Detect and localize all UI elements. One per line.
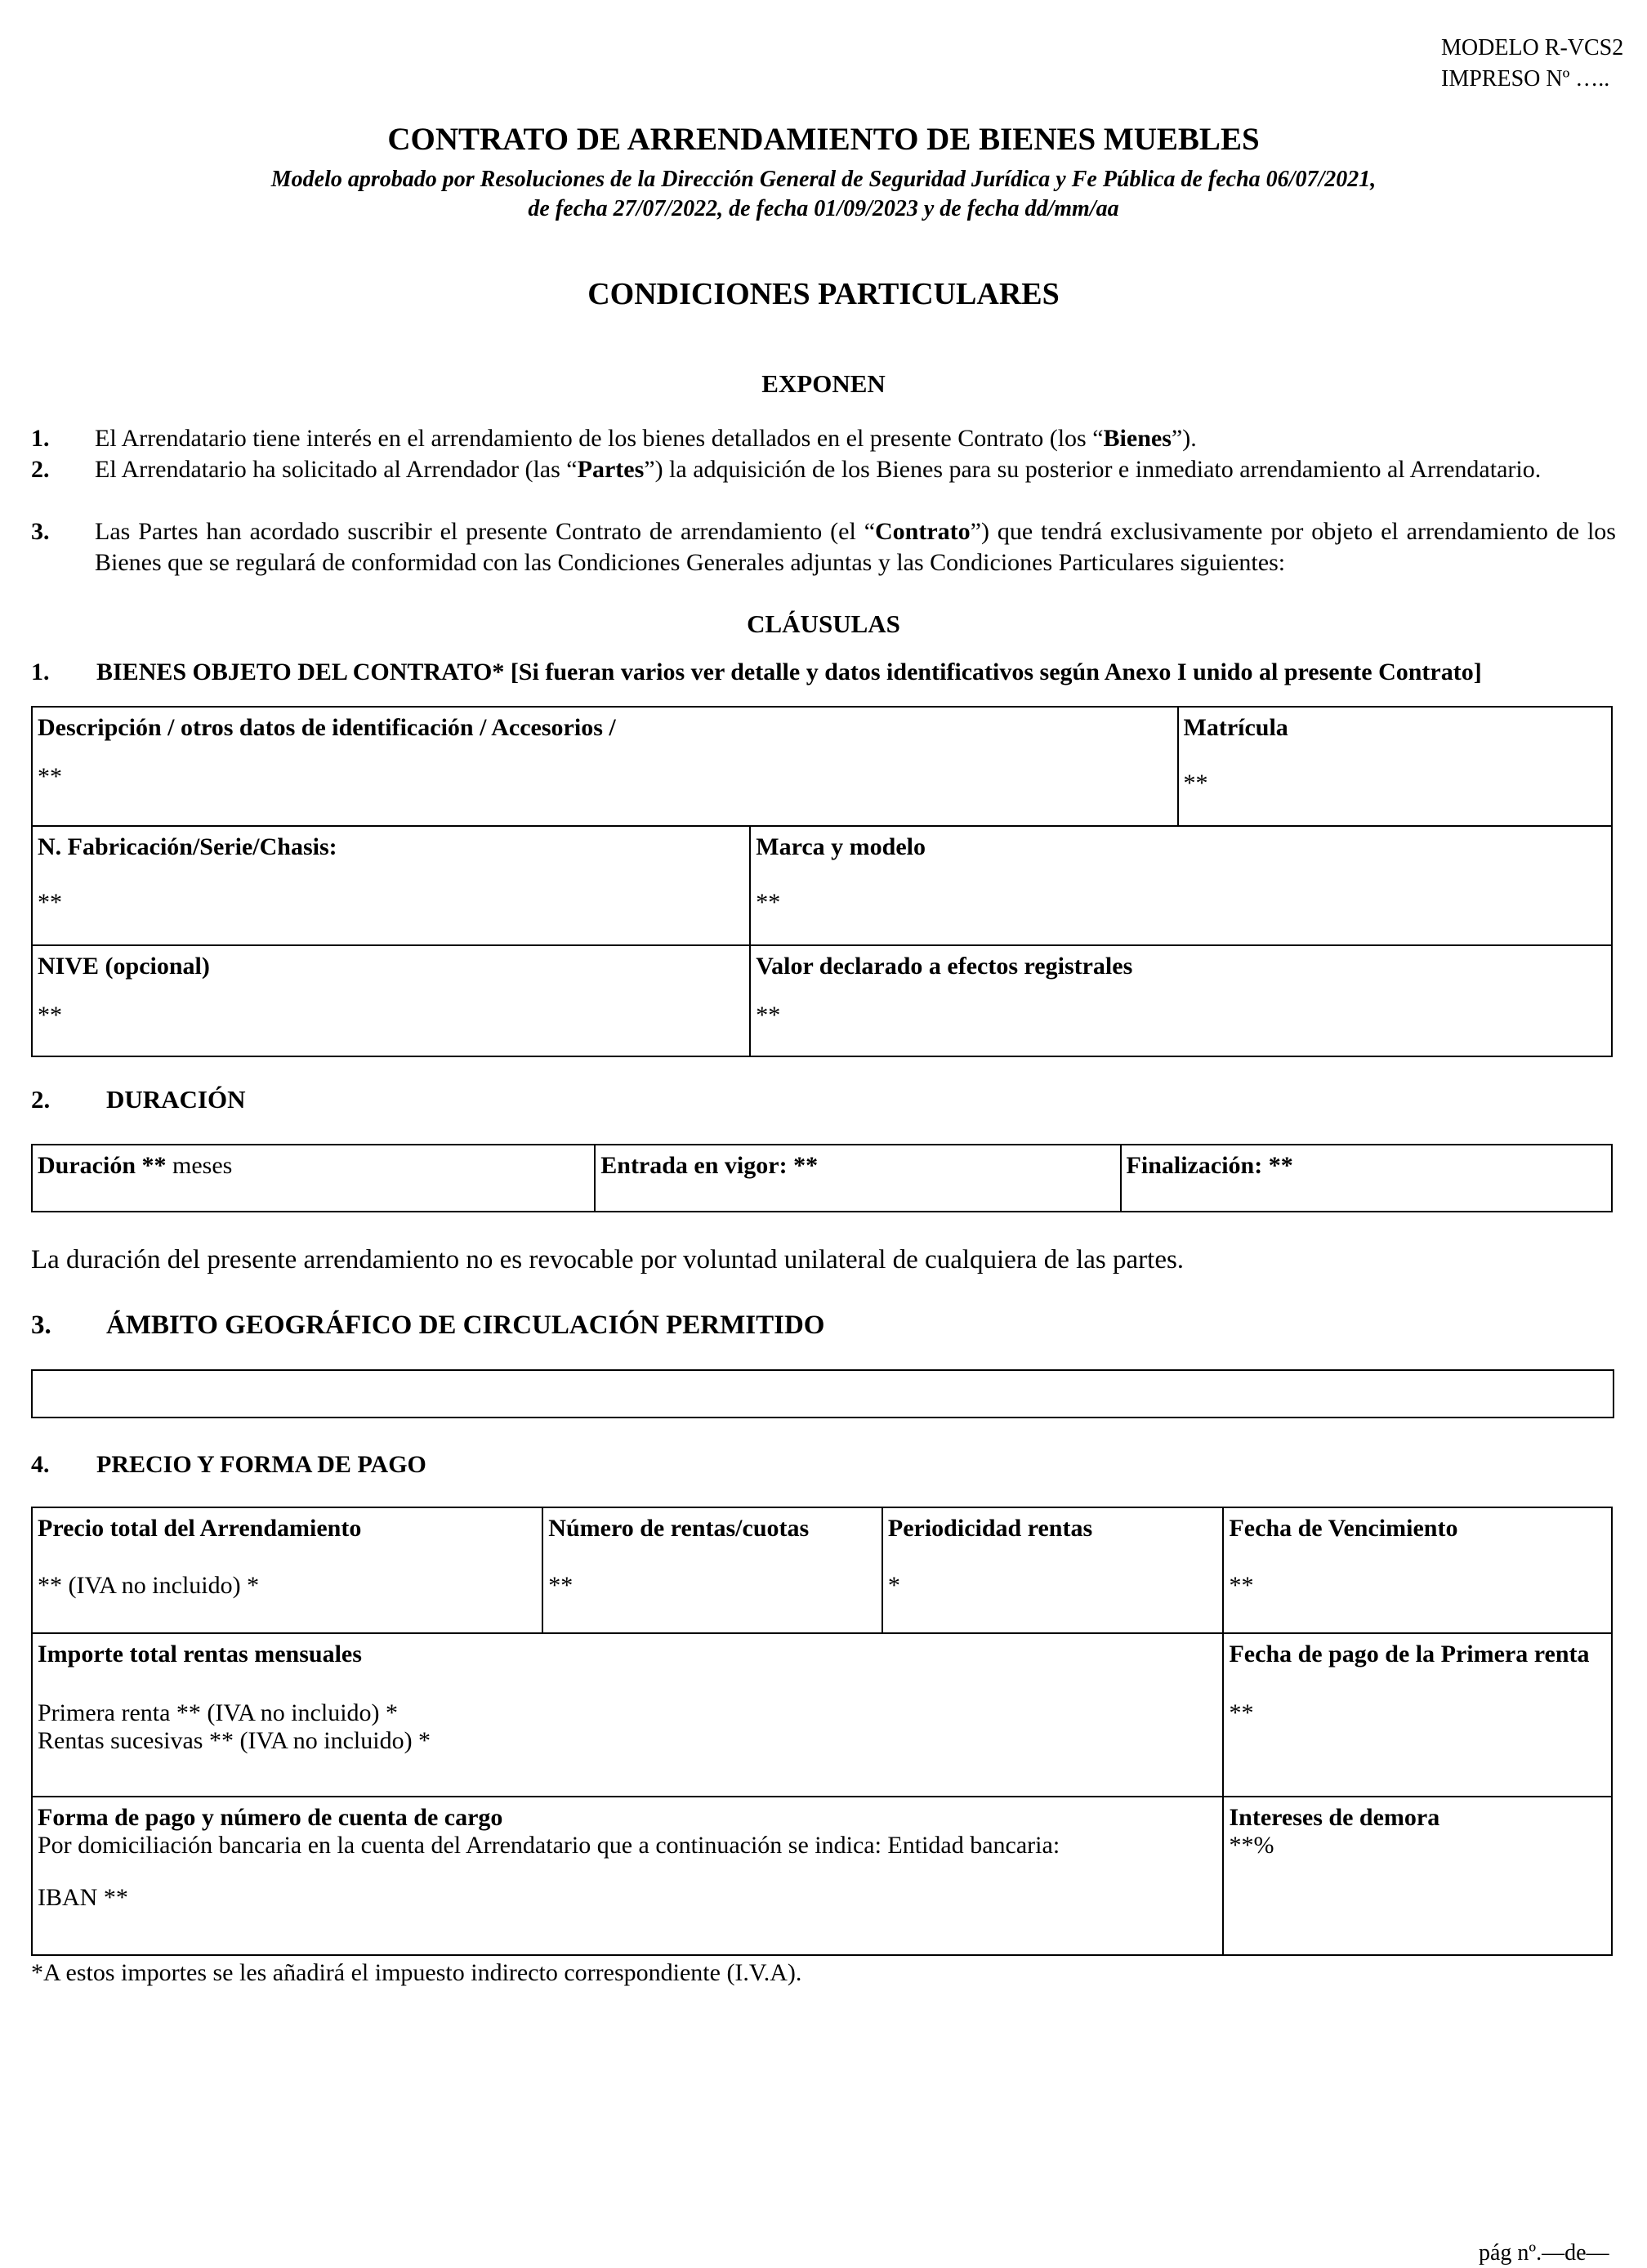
declared-value-label: Valor declarado a efectos registrales: [756, 953, 1133, 980]
first-payment-cell: [1223, 1633, 1612, 1797]
first-payment-value[interactable]: **: [1229, 1699, 1254, 1726]
rent-count-cell: [542, 1507, 882, 1633]
brand-label: Marca y modelo: [756, 833, 926, 860]
serial-value[interactable]: **: [38, 889, 62, 916]
section-number: 1.: [31, 659, 50, 685]
section-number: 2.: [31, 1085, 51, 1114]
exponen-item-text: El Arrendatario tiene interés en el arrendamiento de los bienes detallados en el presente Contrato (los “: [95, 425, 1104, 452]
exponen-title: EXPONEN: [761, 369, 886, 398]
section-title: PRECIO Y FORMA DE PAGO: [96, 1451, 426, 1478]
section-number: 3.: [31, 1310, 51, 1340]
exponen-item-number: 1.: [31, 425, 50, 452]
payment-method-label: Forma de pago y número de cuenta de cargo: [38, 1804, 503, 1831]
section-4-heading: [31, 1451, 426, 1479]
model-code: MODELO R-VCS2: [1441, 35, 1624, 60]
exponen-item-2: [31, 454, 1616, 485]
exponen-item-bold: Contrato: [875, 518, 971, 545]
description-value[interactable]: **: [38, 763, 62, 790]
due-date-cell: [1223, 1507, 1612, 1633]
exponen-item-number: 2.: [31, 456, 50, 483]
payment-method-cell: [32, 1797, 1223, 1955]
exponen-item-text: ”).: [1171, 425, 1197, 452]
exponen-item-text: Las Partes han acordado suscribir el presente Contrato de arrendamiento (el “: [95, 518, 876, 545]
subtitle-line-1: Modelo aprobado por Resoluciones de la Dirección General de Seguridad Jurídica y Fe Pública de fecha 06/07/2021,: [270, 167, 1377, 192]
periodicity-label: Periodicidad rentas: [887, 1515, 1093, 1542]
serial-label: N. Fabricación/Serie/Chasis:: [38, 833, 337, 860]
section-number: 4.: [31, 1451, 50, 1478]
first-payment-label: Fecha de pago de la Primera renta: [1229, 1641, 1590, 1668]
section-2-heading: [31, 1085, 246, 1114]
document-code: [1441, 33, 1623, 95]
description-label: Descripción / otros datos de identificación / Accesorios /: [38, 714, 616, 741]
geographic-scope-box[interactable]: [31, 1369, 1614, 1418]
exponen-item-text: ”) la adquisición de los Bienes para su posterior e inmediato arrendamiento al Arrendatario.: [644, 456, 1542, 483]
declared-value-cell: [750, 945, 1612, 1056]
duration-label: Duración **: [38, 1152, 167, 1179]
page-number: pág nº.—de—: [1479, 2240, 1609, 2266]
nive-value[interactable]: **: [38, 1002, 62, 1029]
due-date-value[interactable]: **: [1229, 1572, 1254, 1599]
payment-method-text: Por domiciliación bancaria en la cuenta del Arrendatario que a continuación se indica: Entidad bancaria:: [38, 1832, 1060, 1859]
total-price-value[interactable]: ** (IVA no incluido) *: [38, 1572, 260, 1599]
print-number: IMPRESO Nº …..: [1441, 66, 1610, 92]
section-1-heading: [31, 659, 1624, 686]
duration-note: La duración del presente arrendamiento no es revocable por voluntad unilateral de cualquiera de las partes.: [31, 1245, 1185, 1275]
brand-value[interactable]: **: [756, 889, 781, 916]
iban-value[interactable]: IBAN **: [38, 1884, 128, 1911]
late-interest-label: Intereses de demora: [1229, 1804, 1440, 1831]
late-interest-value[interactable]: **%: [1229, 1832, 1274, 1859]
duration-cell: [32, 1145, 595, 1212]
monthly-rents-label: Importe total rentas mensuales: [38, 1641, 362, 1668]
description-cell: [32, 707, 1178, 826]
rent-count-value[interactable]: **: [548, 1572, 574, 1599]
conditions-title: CONDICIONES PARTICULARES: [587, 277, 1060, 311]
serial-cell: [32, 826, 750, 945]
exponen-item-number: 3.: [31, 518, 50, 545]
subtitle-line-2: de fecha 27/07/2022, de fecha 01/09/2023 y de fecha dd/mm/aa: [528, 196, 1119, 221]
document-title: CONTRATO DE ARRENDAMIENTO DE BIENES MUEBLES: [387, 122, 1260, 157]
goods-table: [31, 706, 1613, 1057]
late-interest-cell: [1223, 1797, 1612, 1955]
brand-cell: [750, 826, 1612, 945]
periodicity-value[interactable]: *: [887, 1572, 900, 1599]
clausulas-title: CLÁUSULAS: [747, 609, 900, 638]
end-cell: [1121, 1145, 1612, 1212]
exponen-item-3: [31, 516, 1616, 578]
plate-cell: [1178, 707, 1612, 826]
vat-footnote: *A estos importes se les añadirá el impuesto indirecto correspondiente (I.V.A).: [31, 1959, 802, 1986]
periodicity-cell: [882, 1507, 1224, 1633]
plate-label: Matrícula: [1183, 714, 1288, 741]
start-label: Entrada en vigor: **: [600, 1152, 819, 1179]
price-table: [31, 1507, 1613, 1956]
exponen-item-text: El Arrendatario ha solicitado al Arrendador (las “: [95, 456, 578, 483]
exponen-item-bold: Partes: [577, 456, 645, 483]
section-title: DURACIÓN: [106, 1085, 246, 1114]
section-title: BIENES OBJETO DEL CONTRATO* [Si fueran varios ver detalle y datos identificativos según Anexo I unido al presente Contrato]: [96, 659, 1482, 685]
exponen-item-1: [31, 423, 1616, 454]
end-label: Finalización: **: [1126, 1152, 1293, 1179]
declared-value-value[interactable]: **: [756, 1002, 781, 1029]
plate-value[interactable]: **: [1183, 770, 1208, 797]
section-3-heading: [31, 1310, 824, 1341]
duration-unit: meses: [172, 1152, 233, 1179]
rent-count-label: Número de rentas/cuotas: [548, 1515, 810, 1542]
total-price-cell: [32, 1507, 542, 1633]
exponen-item-text: ”) que tendrá exclusivamente por objeto el arrendamiento de los Bienes que se regulará de conformidad con las Condiciones Generales adjuntas y las Condiciones Particulares siguientes:: [95, 518, 1616, 576]
document-subtitle: [0, 165, 1647, 224]
first-rent[interactable]: Primera renta ** (IVA no incluido) *: [38, 1699, 399, 1726]
duration-table: [31, 1144, 1613, 1212]
start-cell: [595, 1145, 1120, 1212]
total-price-label: Precio total del Arrendamiento: [38, 1515, 362, 1542]
nive-label: NIVE (opcional): [38, 953, 210, 980]
exponen-item-bold: Bienes: [1103, 425, 1172, 452]
section-title: ÁMBITO GEOGRÁFICO DE CIRCULACIÓN PERMITIDO: [106, 1310, 825, 1340]
monthly-rents-cell: [32, 1633, 1223, 1797]
nive-cell: [32, 945, 750, 1056]
due-date-label: Fecha de Vencimiento: [1229, 1515, 1458, 1542]
next-rents[interactable]: Rentas sucesivas ** (IVA no incluido) *: [38, 1727, 431, 1754]
